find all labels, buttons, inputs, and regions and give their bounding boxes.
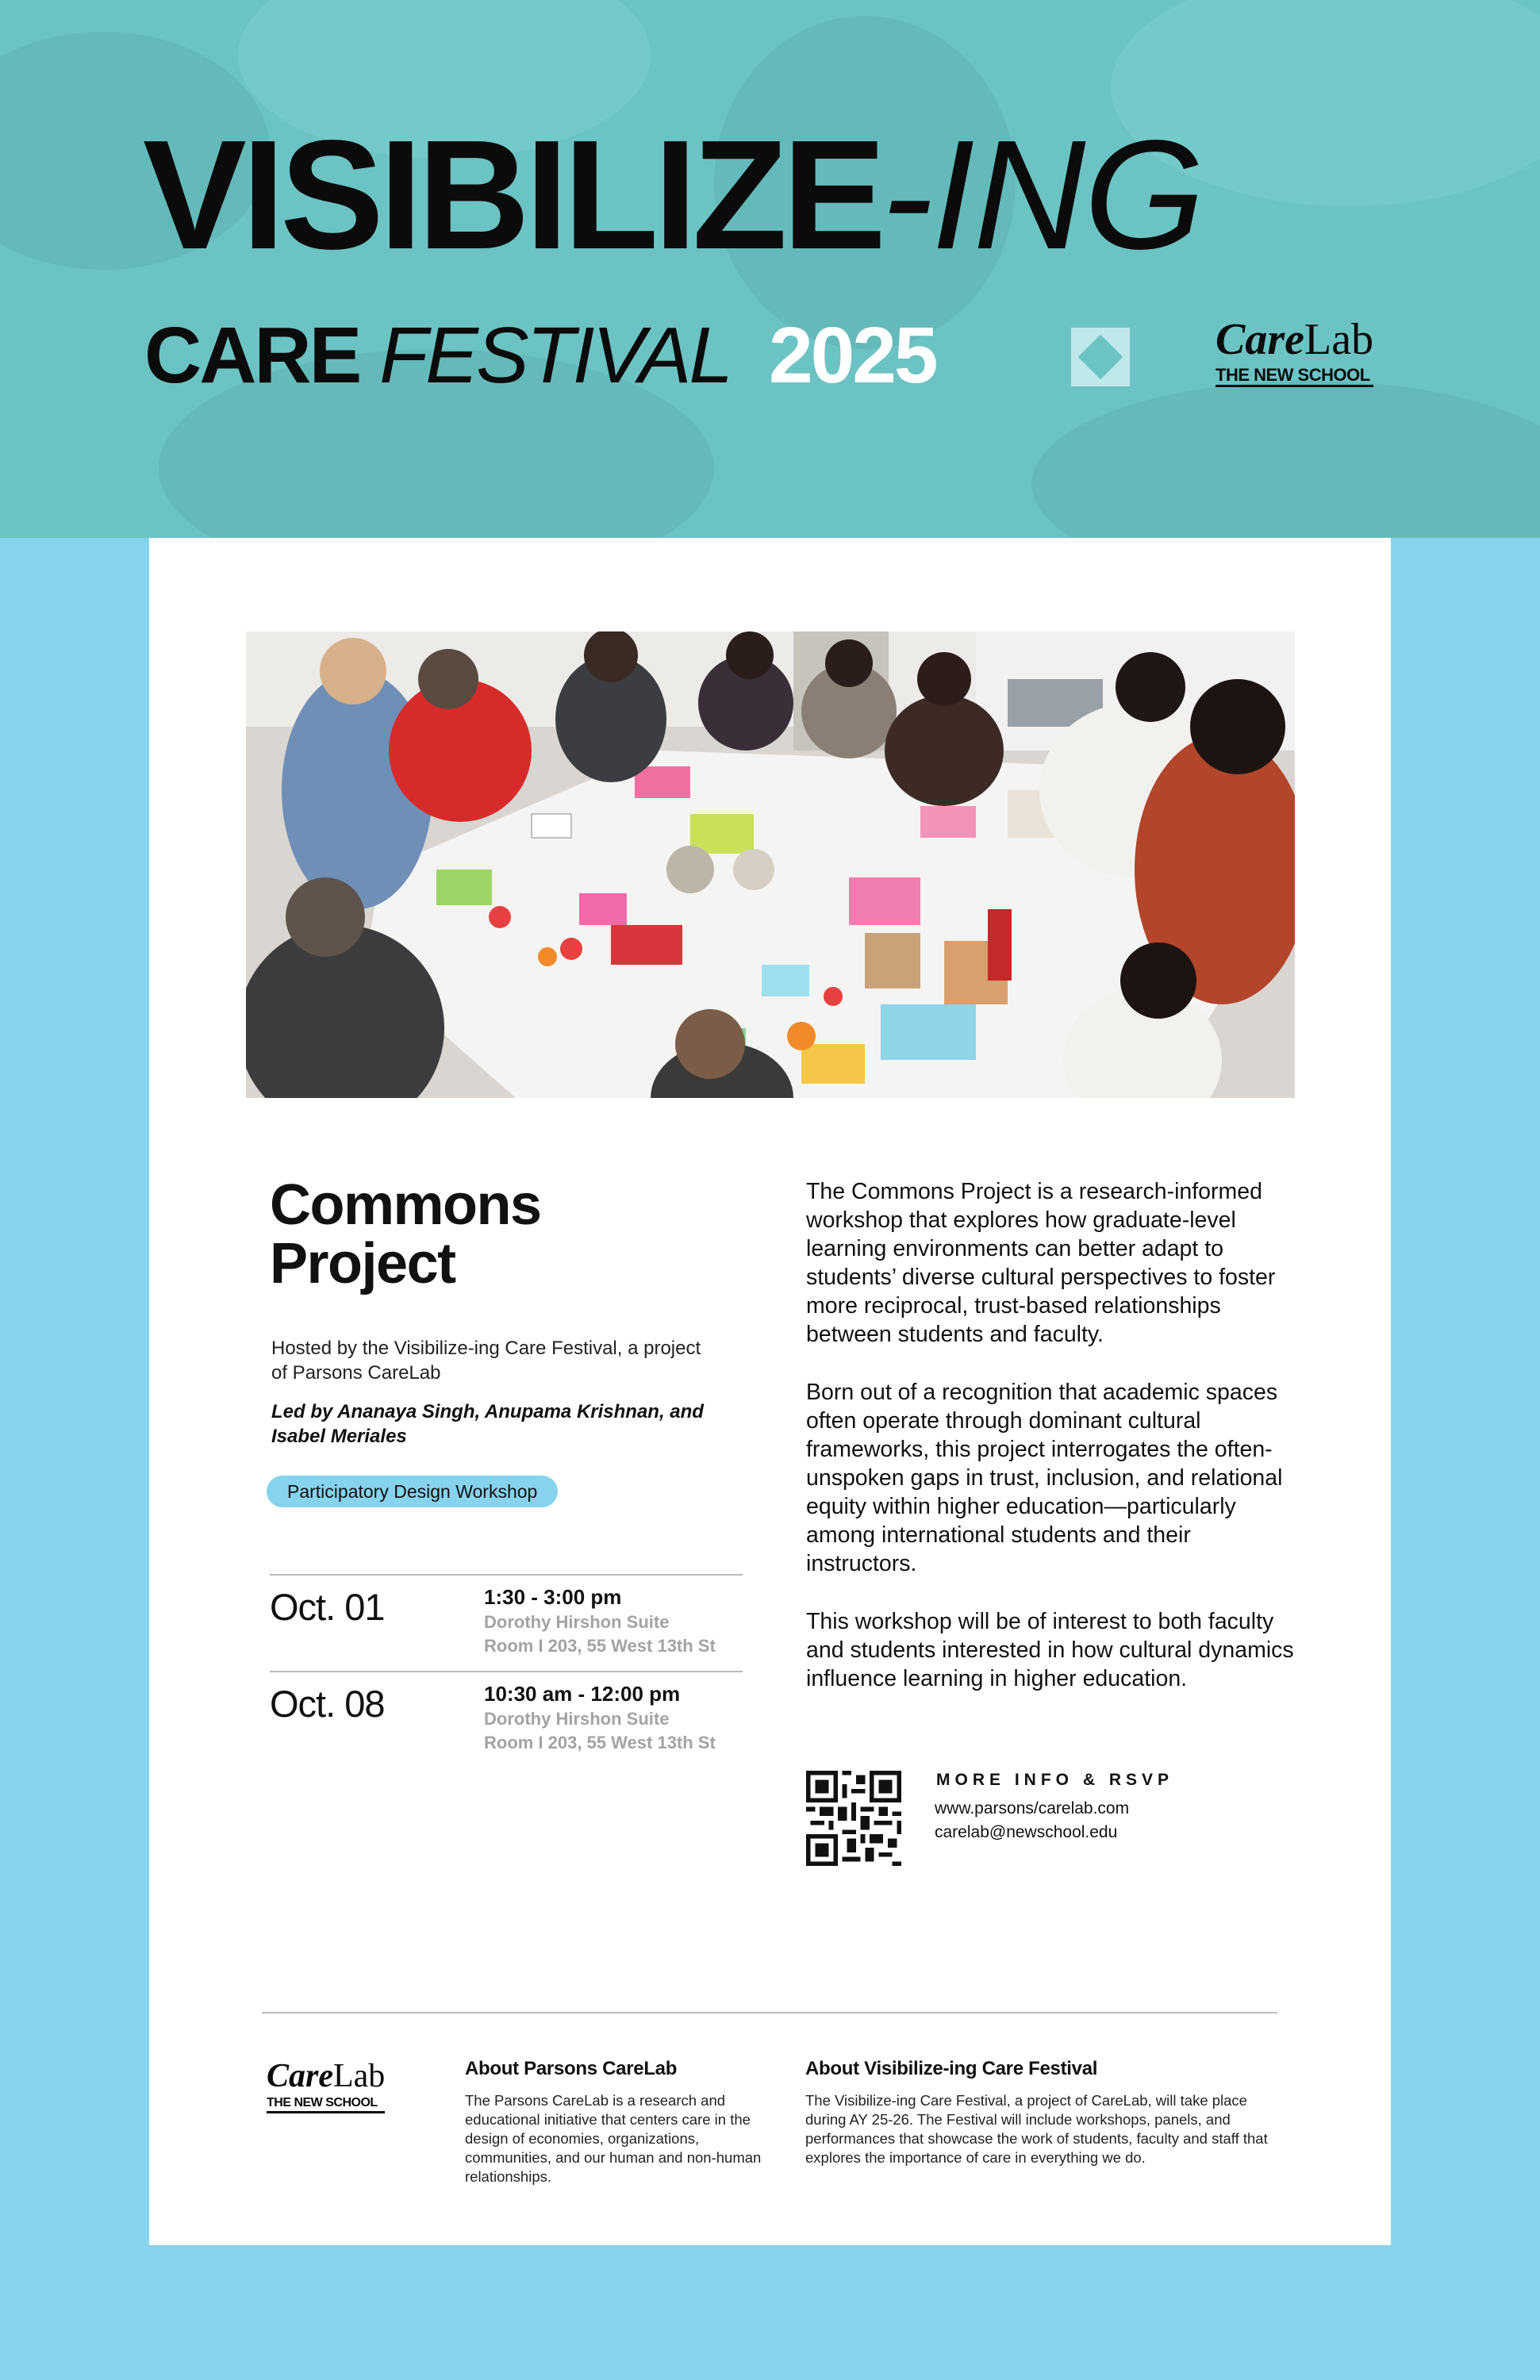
logo-lab-text: Lab [1304, 315, 1374, 364]
description-paragraph: The Commons Project is a research-informed workshop that explores how graduate-level learning environments can better adapt to students’ diverse cultural perspectives to foster more reciprocal, trust-based relationships between students and faculty. [806, 1179, 1276, 1347]
session-list [270, 1574, 743, 1768]
session-date: Oct. 01 [270, 1586, 385, 1628]
session-date: Oct. 08 [270, 1683, 385, 1725]
session-venue: Dorothy Hirshon Suite [484, 1612, 670, 1632]
rsvp-email-link[interactable]: carelab@newschool.edu [935, 1823, 1118, 1841]
subtitle-festival: FESTIVAL [379, 311, 732, 400]
carelab-logo-name [267, 2059, 385, 2093]
event-title: Commons Project [270, 1173, 541, 1296]
banner-texture [1031, 381, 1540, 538]
carelab-logo-name [1215, 317, 1373, 362]
logo-care-text: Care [267, 2058, 333, 2094]
session-time: 1:30 - 3:00 pm [484, 1585, 622, 1609]
session-venue: Dorothy Hirshon Suite [484, 1709, 670, 1729]
rsvp-website-link[interactable]: www.parsons/carelab.com [935, 1799, 1130, 1818]
content-card [149, 538, 1391, 2245]
led-by-text: Led by Ananaya Singh, Anupama Krishnan, and Isabel Meriales [271, 1401, 704, 1448]
carelab-footer-logo [267, 2059, 385, 2113]
session-time: 10:30 am - 12:00 pm [484, 1682, 681, 1706]
about-festival-heading: About Visibilize-ing Care Festival [805, 2058, 1098, 2079]
title-visibilize: VISIBILIZE [143, 108, 882, 282]
logo-care-text: Care [1215, 315, 1304, 364]
diamond-icon [1071, 328, 1130, 386]
new-school-wordmark: THE NEW SCHOOL [267, 2096, 385, 2113]
qr-code-graphic [806, 1771, 901, 1866]
subtitle-care: CARE [144, 311, 360, 400]
workshop-photo-illustration [246, 631, 1295, 1098]
footer-divider [262, 2012, 1277, 2013]
hosted-by-text: Hosted by the Visibilize-ing Care Festival, a project of Parsons CareLab [271, 1338, 701, 1384]
workshop-photo [246, 631, 1295, 1098]
about-carelab-text: The Parsons CareLab is a research and educational initiative that centers care in the design of economies, organizations, communities, and our human and non-human relationships. [465, 2092, 762, 2185]
carelab-logo [1215, 317, 1373, 387]
header-banner [0, 0, 1540, 538]
session-room: Room I 203, 55 West 13th St [484, 1733, 716, 1752]
title-ing: -ING [881, 108, 1204, 282]
session-row [270, 1574, 743, 1671]
festival-year: 2025 [769, 311, 936, 400]
festival-subtitle [144, 311, 936, 400]
diamond-shape [1078, 335, 1123, 380]
workshop-type-badge: Participatory Design Workshop [267, 1476, 558, 1507]
logo-lab-text: Lab [333, 2058, 386, 2094]
about-festival-text: The Visibilize-ing Care Festival, a project of CareLab, will take place during AY 25-26. The Festival will include workshops, panels, and performances that showcase the work of students, faculty and staff that explores the importance of care in everything we do. [805, 2092, 1268, 2166]
description-paragraph: Born out of a recognition that academic spaces often operate through dominant cultural frameworks, this project interrogates the often-unspoken gaps in trust, inclusion, and relational equity within higher education—particularly among international students and their instructors. [806, 1380, 1283, 1576]
rsvp-heading: MORE INFO & RSVP [936, 1771, 1174, 1789]
description-paragraph: This workshop will be of interest to both faculty and students interested in how cultural dynamics influence learning in higher education. [806, 1609, 1294, 1691]
about-carelab-heading: About Parsons CareLab [465, 2058, 678, 2079]
event-description [806, 1177, 1298, 1722]
qr-code-icon[interactable] [806, 1771, 901, 1866]
session-row [270, 1671, 743, 1768]
session-room: Room I 203, 55 West 13th St [484, 1636, 716, 1656]
new-school-wordmark: THE NEW SCHOOL [1215, 365, 1373, 387]
festival-title [143, 108, 1204, 282]
